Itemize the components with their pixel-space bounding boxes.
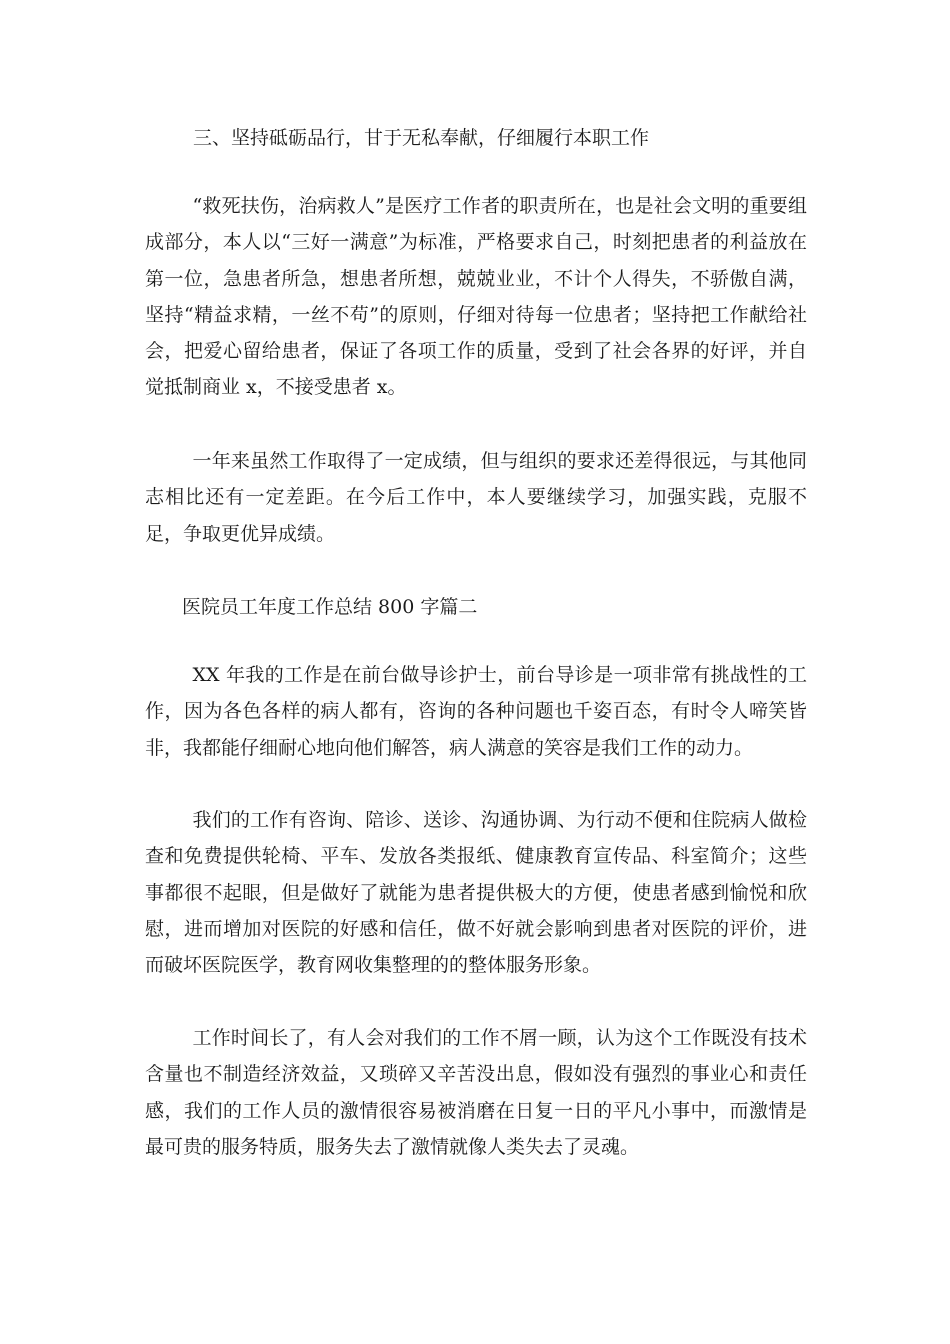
- paragraph-triage-nurse: XX 年我的工作是在前台做导诊护士，前台导诊是一项非常有挑战性的工作，因为各色各样的病人都有，咨询的各种问题也千姿百态，有时令人啼笑皆非，我都能仔细耐心地向他们解答，病人满意的笑容是我们工作的动力。: [145, 664, 807, 759]
- section-heading: 三、坚持砥砺品行，甘于无私奉献，仔细履行本职工作: [193, 127, 650, 149]
- paragraph-duty: “救死扶伤，治病救人”是医疗工作者的职责所在，也是社会文明的重要组成部分，本人以“三好一满意”为标准，严格要求自己，时刻把患者的利益放在第一位，急患者所急，想患者所想，兢兢业业，不计个人得失，不骄傲自满，坚持“精益求精，一丝不苟”的原则，仔细对待每一位患者；坚持把工作献给社会，把爱心留给患者，保证了各项工作的质量，受到了社会各界的好评，并自觉抵制商业 x，不接受患者 x。: [145, 195, 807, 399]
- paragraph-summary: 一年来虽然工作取得了一定成绩，但与组织的要求还差得很远，与其他同志相比还有一定差距。在今后工作中，本人要继续学习，加强实践，克服不足，争取更优异成绩。: [145, 450, 807, 545]
- paragraph-passion: 工作时间长了，有人会对我们的工作不屑一顾，认为这个工作既没有技术含量也不制造经济效益，又琐碎又辛苦没出息，假如没有强烈的事业心和责任感，我们的工作人员的激情很容易被消磨在日复一日的平凡小事中，而激情是最可贵的服务特质，服务失去了激情就像人类失去了灵魂。: [145, 1027, 807, 1158]
- paragraph-work-duties: 我们的工作有咨询、陪诊、送诊、沟通协调、为行动不便和住院病人做检查和免费提供轮椅、平车、发放各类报纸、健康教育宣传品、科室简介；这些事都很不起眼，但是做好了就能为患者提供极大的方便，使患者感到愉悦和欣慰，进而增加对医院的好感和信任，做不好就会影响到患者对医院的评价，进而破坏医院医学，教育网收集整理的的整体服务形象。: [145, 809, 807, 977]
- part-two-title: 医院员工年度工作总结 800 字篇二: [182, 596, 478, 618]
